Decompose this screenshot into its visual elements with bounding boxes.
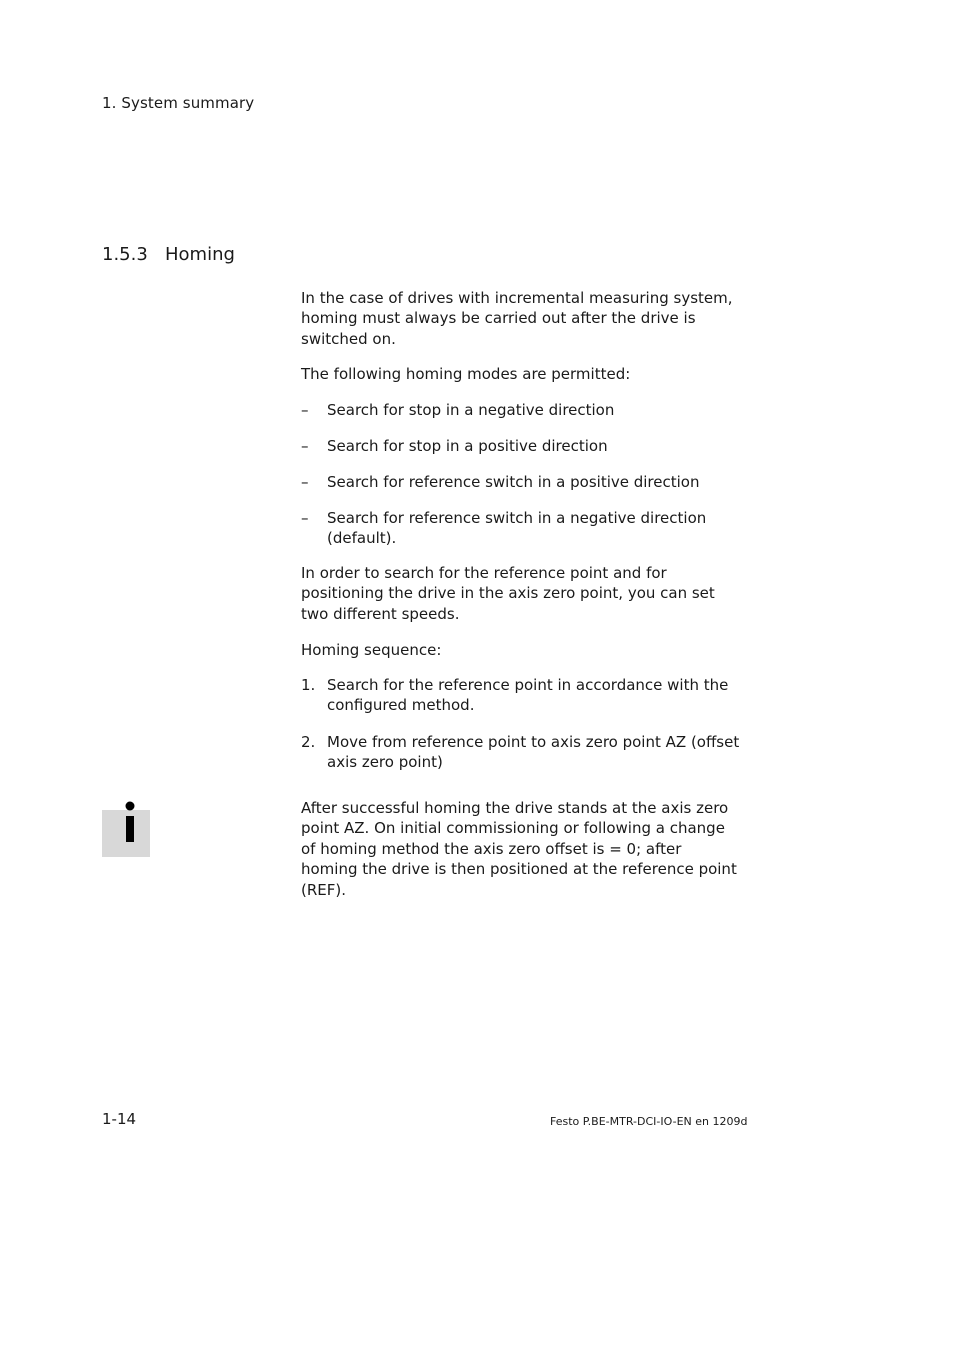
list-item-text: Move from reference point to axis zero point AZ (offset axis zero point): [327, 733, 740, 772]
list-marker: –: [301, 509, 309, 527]
list-item-text: Search for the reference point in accordance with the configured method.: [327, 676, 729, 715]
list-item: [301, 732, 741, 773]
note-paragraph: After successful homing the drive stands at the axis zero point AZ. On initial commissioning or following a change of homing method the axis zero offset is = 0; after homing the drive is then positioned at the reference point (REF).: [301, 799, 737, 899]
speeds-paragraph: In order to search for the reference point and for positioning the drive in the axis zero point, you can set two different speeds.: [301, 564, 715, 623]
list-marker: 1.: [301, 676, 316, 694]
list-item: [301, 472, 741, 492]
sequence-intro: Homing sequence:: [301, 641, 442, 659]
document-reference: Festo P.BE-MTR-DCI-IO-EN en 1209d: [550, 1115, 748, 1128]
info-icon: [102, 798, 150, 858]
chapter-header: 1. System summary: [102, 94, 255, 112]
list-item: [301, 436, 741, 456]
section-number: 1.5.3: [102, 244, 148, 265]
list-item-text: Search for stop in a negative direction: [327, 401, 615, 419]
list-marker: –: [301, 437, 309, 455]
modes-intro: The following homing modes are permitted:: [301, 365, 631, 383]
section-title: Homing: [165, 244, 235, 265]
list-item-text: Search for stop in a positive direction: [327, 437, 608, 455]
intro-paragraph: In the case of drives with incremental measuring system, homing must always be carried out after the drive is switched on.: [301, 289, 733, 348]
section-heading: [102, 244, 235, 265]
list-marker: –: [301, 473, 309, 491]
list-marker: 2.: [301, 733, 316, 751]
list-item-text: Search for reference switch in a negative direction (default).: [327, 509, 707, 548]
list-item: [301, 508, 721, 549]
list-item: [301, 675, 741, 716]
list-item: [301, 400, 741, 420]
list-marker: –: [301, 401, 309, 419]
list-item-text: Search for reference switch in a positive direction: [327, 473, 700, 491]
page-number: 1-14: [102, 1110, 137, 1128]
